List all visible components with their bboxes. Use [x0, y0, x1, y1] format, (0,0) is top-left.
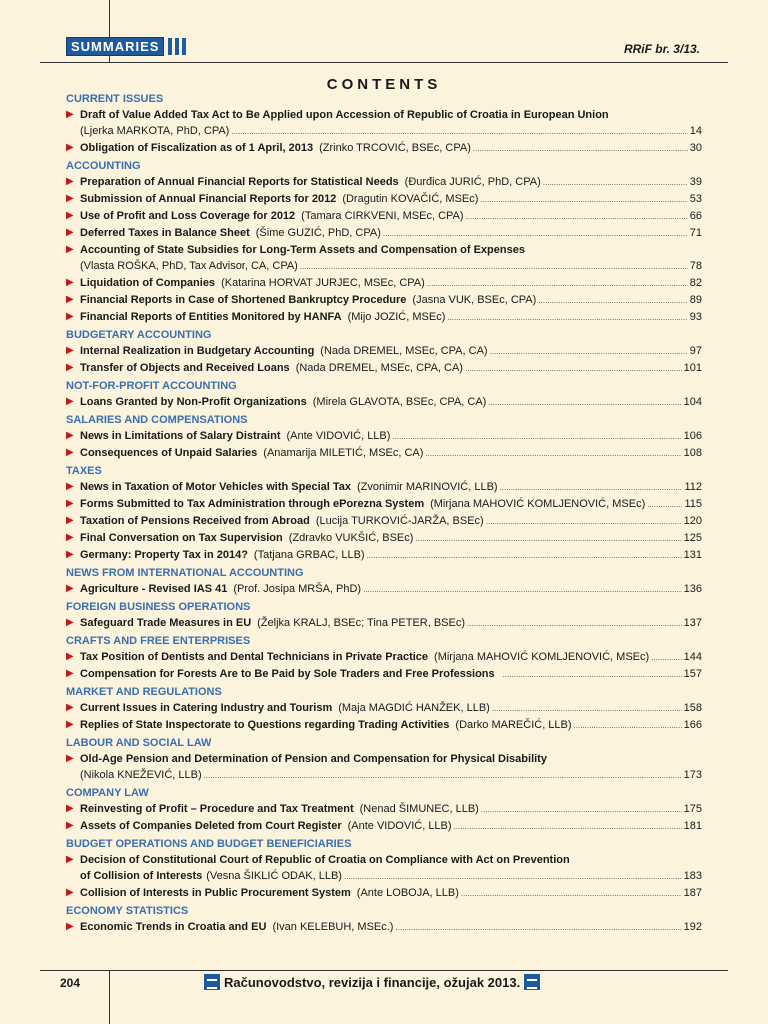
entry-author: (Nada DREMEL, MSEc, CPA, CA) [320, 345, 488, 357]
entry-page: 104 [683, 396, 702, 408]
toc-entry[interactable] [66, 919, 702, 936]
section-heading: CURRENT ISSUES [66, 93, 164, 105]
entry-author: (Vlasta ROŠKA, PhD, Tax Advisor, CA, CPA) [80, 260, 298, 272]
entry-line [80, 496, 702, 513]
bullet-arrow-icon: ▶ [66, 430, 74, 441]
entry-page: 112 [684, 481, 702, 493]
bullet-arrow-icon: ▶ [66, 294, 74, 305]
bullet-arrow-icon: ▶ [66, 193, 74, 204]
toc-entry[interactable] [66, 615, 702, 632]
toc-entry[interactable] [66, 496, 702, 513]
entry-author: (Lucija TURKOVIĆ-JARŽA, BSEc) [315, 515, 484, 527]
entry-page: 187 [683, 887, 702, 899]
entry-author: (Jasna VUK, BSEc, CPA) [412, 294, 537, 306]
toc-entry[interactable] [66, 191, 702, 208]
entry-author: (Nikola KNEŽEVIĆ, LLB) [80, 769, 202, 781]
entry-line [80, 242, 702, 258]
leader-dots [574, 717, 682, 734]
entry-author: (Maja MAGDIĆ HANŽEK, LLB) [338, 702, 490, 714]
entry-author: (Nada DREMEL, MSEc, CPA, CA) [295, 362, 463, 374]
bullet-arrow-icon: ▶ [66, 142, 74, 153]
bullet-arrow-icon: ▶ [66, 719, 74, 730]
bullet-arrow-icon: ▶ [66, 481, 74, 492]
entry-title: Collision of Interests in Public Procurement System [80, 887, 351, 899]
toc-section [66, 566, 702, 598]
entry-title: Deferred Taxes in Balance Sheet [80, 227, 250, 239]
leader-dots [490, 343, 688, 360]
toc-section [66, 379, 702, 411]
toc-section [66, 328, 702, 377]
leader-dots [486, 513, 682, 530]
entry-line [80, 140, 702, 157]
entry-line [80, 885, 702, 902]
entry-page: 89 [689, 294, 702, 306]
leader-dots [454, 818, 682, 835]
entry-line [80, 174, 702, 191]
bullet-arrow-icon: ▶ [66, 311, 74, 322]
entry-page: 78 [689, 260, 702, 272]
journal-issue-label: RRiF br. 3/13. [623, 42, 700, 56]
entry-author: (Mirjana MAHOVIĆ KOMLJENOVIĆ, MSEc) [430, 498, 646, 510]
leader-dots [344, 868, 682, 885]
section-heading: SALARIES AND COMPENSATIONS [66, 414, 248, 426]
section-heading: CRAFTS AND FREE ENTERPRISES [66, 635, 251, 647]
entry-author: (Mijo JOZIĆ, MSEc) [347, 311, 446, 323]
leader-dots [503, 666, 682, 683]
entry-line [80, 801, 702, 818]
entry-title: Preparation of Annual Financial Reports for Statistical Needs [80, 176, 399, 188]
bullet-arrow-icon: ▶ [66, 887, 74, 898]
toc-section [66, 634, 702, 683]
entry-author: (Ante VIDOVIĆ, LLB) [286, 430, 391, 442]
section-heading: ECONOMY STATISTICS [66, 905, 189, 917]
entry-line [80, 868, 702, 885]
entry-page: 120 [683, 515, 702, 527]
bullet-arrow-icon: ▶ [66, 447, 74, 458]
bullet-arrow-icon: ▶ [66, 803, 74, 814]
entry-page: 175 [683, 803, 702, 815]
entry-line [80, 479, 702, 496]
footer-journal [204, 974, 540, 990]
bullet-arrow-icon: ▶ [66, 921, 74, 932]
leader-dots [466, 208, 688, 225]
toc-entry[interactable] [66, 343, 702, 360]
entry-line [80, 919, 702, 936]
toc-section [66, 413, 702, 462]
entry-author: (Zrinko TRCOVIĆ, BSEc, CPA) [319, 142, 471, 154]
toc-section [66, 904, 702, 936]
bullet-arrow-icon: ▶ [66, 176, 74, 187]
entry-line [80, 649, 702, 666]
leader-dots [543, 174, 688, 191]
bullet-arrow-icon: ▶ [66, 854, 74, 865]
entry-author: (Željka KRALJ, BSEc; Tina PETER, BSEc) [257, 617, 466, 629]
entry-page: 131 [683, 549, 702, 561]
leader-dots [538, 292, 687, 309]
leader-dots [415, 530, 681, 547]
entry-title: Compensation for Forests Are to Be Paid by Sole Traders and Free Professions [80, 668, 495, 680]
section-heading: COMPANY LAW [66, 787, 149, 799]
entry-line [80, 530, 702, 547]
toc-entry[interactable] [66, 445, 702, 462]
toc-section [66, 837, 702, 902]
entry-line [80, 225, 702, 242]
entry-page: 115 [684, 498, 702, 510]
summaries-label: SUMMARIES [66, 37, 164, 56]
entry-line [80, 191, 702, 208]
leader-dots [647, 496, 682, 513]
entry-author: (Tatjana GRBAC, LLB) [253, 549, 365, 561]
leader-dots [383, 225, 688, 242]
contents-title: CONTENTS [326, 76, 442, 93]
entry-line [80, 751, 702, 767]
entry-title: News in Taxation of Motor Vehicles with Special Tax [80, 481, 351, 493]
entry-title: Assets of Companies Deleted from Court Register [80, 820, 342, 832]
entry-page: 136 [683, 583, 702, 595]
entry-title: Forms Submitted to Tax Administration through ePorezna System [80, 498, 425, 510]
toc-entry[interactable] [66, 225, 702, 242]
toc-entry[interactable] [66, 174, 702, 191]
toc-entry[interactable] [66, 292, 702, 309]
page-number: 204 [60, 976, 81, 990]
entry-page: 108 [683, 447, 702, 459]
entry-page: 71 [689, 227, 702, 239]
toc-entry[interactable] [66, 649, 702, 666]
leader-dots [467, 615, 682, 632]
toc-entry[interactable] [66, 818, 702, 835]
entry-page: 82 [689, 277, 702, 289]
entry-line [80, 818, 702, 835]
entry-page: 183 [683, 870, 702, 882]
leader-dots [367, 547, 682, 564]
toc-entry[interactable] [66, 208, 702, 225]
entry-author: (Nenad ŠIMUNEC, LLB) [359, 803, 479, 815]
leader-dots [300, 258, 688, 275]
leader-dots [395, 919, 681, 936]
bullet-arrow-icon: ▶ [66, 396, 74, 407]
leader-dots [465, 360, 682, 377]
entry-line [80, 428, 702, 445]
section-heading: FOREIGN BUSINESS OPERATIONS [66, 601, 251, 613]
toc-entry[interactable] [66, 666, 702, 683]
bullet-arrow-icon: ▶ [66, 244, 74, 255]
section-heading: TAXES [66, 465, 102, 477]
toc-entry[interactable] [66, 140, 702, 157]
section-heading: NEWS FROM INTERNATIONAL ACCOUNTING [66, 567, 304, 579]
entry-author: (Katarina HORVAT JURJEC, MSEc, CPA) [221, 277, 425, 289]
entry-title: Current Issues in Catering Industry and Tourism [80, 702, 333, 714]
entry-author: (Mirela GLAVOTA, BSEc, CPA, CA) [312, 396, 487, 408]
toc-entry[interactable] [66, 852, 702, 885]
rrif-logo-icon [524, 974, 540, 990]
entry-line [80, 292, 702, 309]
toc-entry[interactable] [66, 513, 702, 530]
bullet-arrow-icon: ▶ [66, 210, 74, 221]
entry-title: Decision of Constitutional Court of Republic of Croatia on Compliance with Act on Prevention [80, 854, 570, 866]
entry-page: 106 [683, 430, 702, 442]
leader-dots [488, 394, 681, 411]
toc-entry[interactable] [66, 242, 702, 275]
entry-line [80, 513, 702, 530]
bullet-arrow-icon: ▶ [66, 109, 74, 120]
entry-line [80, 208, 702, 225]
entry-page: 166 [683, 719, 702, 731]
toc-entry[interactable] [66, 479, 702, 496]
rrif-logo-icon [204, 974, 220, 990]
toc-entry[interactable] [66, 428, 702, 445]
entry-line [80, 394, 702, 411]
entry-author: (Anamarija MILETIĆ, MSEc, CA) [263, 447, 424, 459]
entry-page: 144 [683, 651, 702, 663]
entry-page: 30 [689, 142, 702, 154]
entry-title-continued: of Collision of Interests [80, 870, 203, 882]
bullet-arrow-icon: ▶ [66, 702, 74, 713]
bullet-arrow-icon: ▶ [66, 753, 74, 764]
entry-title: Accounting of State Subsidies for Long-Term Assets and Compensation of Expenses [80, 244, 525, 256]
entry-title: Submission of Annual Financial Reports for 2012 [80, 193, 337, 205]
toc-entry[interactable] [66, 801, 702, 818]
entry-author: (Prof. Josipa MRŠA, PhD) [233, 583, 362, 595]
toc-entry[interactable] [66, 885, 702, 902]
bullet-arrow-icon: ▶ [66, 277, 74, 288]
entry-title: Germany: Property Tax in 2014? [80, 549, 248, 561]
entry-page: 157 [683, 668, 702, 680]
entry-page: 101 [683, 362, 702, 374]
section-heading: MARKET AND REGULATIONS [66, 686, 222, 698]
entry-line [80, 767, 702, 784]
entry-line [80, 717, 702, 734]
entry-title: Economic Trends in Croatia and EU [80, 921, 267, 933]
entry-line [80, 258, 702, 275]
vertical-rule-bottom [109, 970, 110, 1024]
entry-line [80, 445, 702, 462]
bullet-arrow-icon: ▶ [66, 532, 74, 543]
entry-page: 137 [683, 617, 702, 629]
toc-entry[interactable] [66, 751, 702, 784]
toc-section [66, 600, 702, 632]
entry-line [80, 275, 702, 292]
entry-title: Financial Reports of Entities Monitored by HANFA [80, 311, 342, 323]
toc-entry[interactable] [66, 360, 702, 377]
summaries-bars [168, 38, 186, 55]
entry-author: (Mirjana MAHOVIĆ KOMLJENOVIĆ, MSEc) [434, 651, 650, 663]
entry-title: Safeguard Trade Measures in EU [80, 617, 252, 629]
section-heading: LABOUR AND SOCIAL LAW [66, 737, 212, 749]
entry-page: 173 [683, 769, 702, 781]
bullet-arrow-icon: ▶ [66, 345, 74, 356]
entry-page: 192 [683, 921, 702, 933]
leader-dots [481, 801, 682, 818]
entry-title: Use of Profit and Loss Coverage for 2012 [80, 210, 296, 222]
entry-title: Loans Granted by Non-Profit Organizations [80, 396, 307, 408]
entry-line [80, 123, 702, 140]
entry-title: Replies of State Inspectorate to Questions regarding Trading Activities [80, 719, 450, 731]
toc-entry[interactable] [66, 394, 702, 411]
entry-author: (Ivan KELEBUH, MSEc.) [272, 921, 394, 933]
entry-page: 181 [683, 820, 702, 832]
header-rule [40, 62, 728, 63]
entry-author: (Ljerka MARKOTA, PhD, CPA) [80, 125, 230, 137]
section-heading: NOT-FOR-PROFIT ACCOUNTING [66, 380, 237, 392]
bullet-arrow-icon: ▶ [66, 617, 74, 628]
entry-title: Obligation of Fiscalization as of 1 April, 2013 [80, 142, 314, 154]
entry-author: (Vesna ŠIKLIĆ ODAK, LLB) [206, 870, 342, 882]
entry-title: Reinvesting of Profit – Procedure and Tax Treatment [80, 803, 354, 815]
bullet-arrow-icon: ▶ [66, 227, 74, 238]
toc-section [66, 786, 702, 835]
entry-line [80, 700, 702, 717]
entry-title: Consequences of Unpaid Salaries [80, 447, 258, 459]
entry-line [80, 581, 702, 598]
entry-page: 39 [689, 176, 702, 188]
toc-entry[interactable] [66, 530, 702, 547]
entry-line [80, 615, 702, 632]
bullet-arrow-icon: ▶ [66, 362, 74, 373]
entry-line [80, 107, 702, 123]
summaries-badge [66, 38, 186, 55]
entry-author: (Ante LOBOJA, LLB) [356, 887, 459, 899]
toc-section [66, 736, 702, 784]
footer-rule [40, 970, 728, 971]
entry-title: Final Conversation on Tax Supervision [80, 532, 283, 544]
entry-line [80, 666, 702, 683]
section-heading: BUDGETARY ACCOUNTING [66, 329, 212, 341]
section-heading: ACCOUNTING [66, 160, 141, 172]
bullet-arrow-icon: ▶ [66, 549, 74, 560]
leader-dots [447, 309, 687, 326]
entry-title: Agriculture - Revised IAS 41 [80, 583, 228, 595]
leader-dots [363, 581, 682, 598]
entry-page: 14 [689, 125, 702, 137]
entry-title: Internal Realization in Budgetary Accounting [80, 345, 315, 357]
entry-line [80, 309, 702, 326]
entry-title: Tax Position of Dentists and Dental Technicians in Private Practice [80, 651, 429, 663]
entry-title: News in Limitations of Salary Distraint [80, 430, 281, 442]
leader-dots [427, 275, 688, 292]
toc-entry[interactable] [66, 309, 702, 326]
entry-author: (Đurđica JURIĆ, PhD, CPA) [404, 176, 541, 188]
footer-journal-title: Računovodstvo, revizija i financije, ožujak 2013. [224, 974, 521, 990]
entry-title: Draft of Value Added Tax Act to Be Applied upon Accession of Republic of Croatia in European Union [80, 109, 609, 121]
toc-section [66, 685, 702, 734]
toc-entry[interactable] [66, 547, 702, 564]
entry-page: 158 [683, 702, 702, 714]
entry-page: 53 [689, 193, 702, 205]
entry-line [80, 852, 702, 868]
entry-author: (Darko MAREČIĆ, LLB) [455, 719, 572, 731]
entry-author: (Zvonimir MARINOVIĆ, LLB) [357, 481, 498, 493]
entry-title: Financial Reports in Case of Shortened Bankruptcy Procedure [80, 294, 407, 306]
entry-author: (Zdravko VUKŠIĆ, BSEc) [288, 532, 414, 544]
leader-dots [492, 700, 682, 717]
entry-title: Old-Age Pension and Determination of Pension and Compensation for Physical Disability [80, 753, 547, 765]
entry-title: Taxation of Pensions Received from Abroad [80, 515, 310, 527]
entry-title: Liquidation of Companies [80, 277, 216, 289]
bullet-arrow-icon: ▶ [66, 583, 74, 594]
bullet-arrow-icon: ▶ [66, 668, 74, 679]
toc-entry[interactable] [66, 700, 702, 717]
entry-line [80, 343, 702, 360]
bullet-arrow-icon: ▶ [66, 820, 74, 831]
entry-page: 93 [689, 311, 702, 323]
bullet-arrow-icon: ▶ [66, 651, 74, 662]
leader-dots [651, 649, 681, 666]
entry-line [80, 547, 702, 564]
bullet-arrow-icon: ▶ [66, 515, 74, 526]
toc-entry[interactable] [66, 717, 702, 734]
leader-dots [204, 767, 682, 784]
bullet-arrow-icon: ▶ [66, 498, 74, 509]
section-heading: BUDGET OPERATIONS AND BUDGET BENEFICIARIES [66, 838, 352, 850]
toc-entry[interactable] [66, 581, 702, 598]
toc-section [66, 464, 702, 564]
table-of-contents [66, 90, 702, 936]
leader-dots [480, 191, 687, 208]
entry-author: (Šime GUZIĆ, PhD, CPA) [255, 227, 381, 239]
entry-author: (Dragutin KOVAČIĆ, MSEc) [342, 193, 479, 205]
toc-entry[interactable] [66, 275, 702, 292]
leader-dots [392, 428, 681, 445]
entry-page: 66 [689, 210, 702, 222]
leader-dots [425, 445, 681, 462]
leader-dots [500, 479, 683, 496]
entry-page: 125 [683, 532, 702, 544]
toc-section [66, 92, 702, 157]
leader-dots [461, 885, 682, 902]
entry-author: (Tamara CIRKVENI, MSEc, CPA) [301, 210, 464, 222]
leader-dots [231, 123, 687, 140]
toc-entry[interactable] [66, 107, 702, 140]
entry-page: 97 [689, 345, 702, 357]
entry-line [80, 360, 702, 377]
entry-title: Transfer of Objects and Received Loans [80, 362, 290, 374]
leader-dots [473, 140, 688, 157]
entry-author: (Ante VIDOVIĆ, LLB) [347, 820, 452, 832]
toc-section [66, 159, 702, 326]
